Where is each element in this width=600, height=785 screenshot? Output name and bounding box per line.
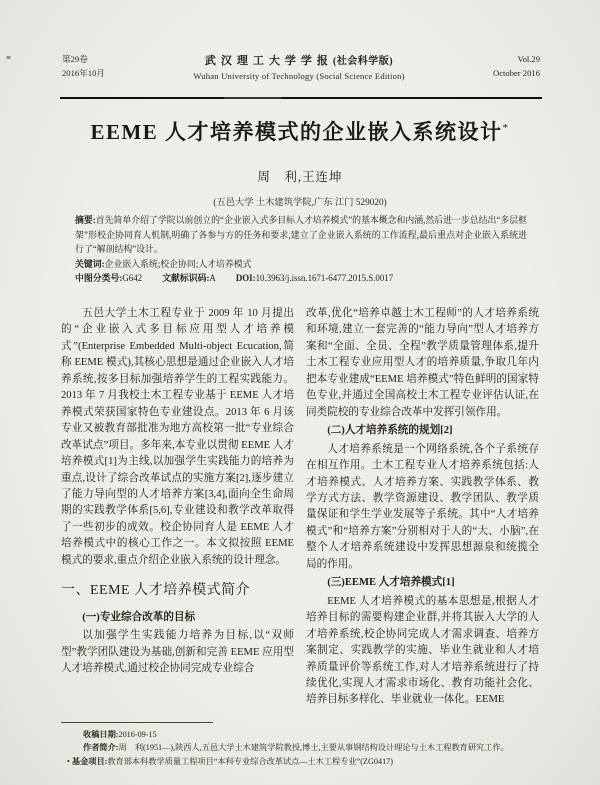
journal-title-cn-main: 武汉理工大学学报 xyxy=(204,55,333,67)
section-1-heading: 一、EEME 人才培养模式简介 xyxy=(61,583,251,599)
system-planning-paragraph: 人才培养系统是一个网络系统,各个子系统存在相互作用。土木工程专业人才培养系统包括:人才培养模式、人才培养方案、实践教学体系、教学方式方法、教学资源建设、教学团队、教学质量保证和学生学业发展等子系统。其中“人才培养模式”和“培养方案”分别相对于人的“大、小脑”,在整个人才培养系统建设中发挥思想源泉和统揽全局的作用。 xyxy=(306,443,539,570)
abstract-text: 首先简单介绍了学院以前创立的“企业嵌入式多目标人才培养模式”的基本概念和内涵,然后进一步总结出“多层框架”形校企协同育人机制,明确了各参与方的任务和要求,建立了企业嵌入系统的工作流程,最后重点对企业嵌入系统进行了“解剖结构”设计。 xyxy=(75,215,527,255)
header-rule xyxy=(60,97,542,99)
journal-title-en: Wuhan University of Technology (Social Science Edition) xyxy=(193,71,405,81)
doc-code-pair xyxy=(162,273,226,283)
abstract-paragraph xyxy=(75,213,527,257)
doc-code-label: 文献标识码: xyxy=(162,273,210,284)
header-date-cn: 2016年10月 xyxy=(62,68,105,78)
fund-text: 教育部本科教学质量工程项目“本科专业综合改革试点—土木工程专业”(ZG0417) xyxy=(107,756,393,766)
subsection-1-heading: (一)专业综合改革的目标 xyxy=(82,611,196,623)
bio-text: 周 利(1951—),陕西人,五邑大学土木建筑学院教授,博士,主要从事钢结构设计理论与土木工程教育研究工作。 xyxy=(118,743,509,753)
header-volume-en: Vol.29 xyxy=(517,54,540,64)
abstract-block xyxy=(75,213,527,286)
fund-bullet: • xyxy=(67,756,70,766)
header-date-en: October 2016 xyxy=(492,68,540,78)
title-note-mark: * xyxy=(502,122,510,134)
header-volume-cn: 第29卷 xyxy=(62,54,88,64)
header-center xyxy=(105,52,493,81)
article-title xyxy=(40,116,560,146)
doi-pair xyxy=(236,273,403,283)
bio-label: 作者简介: xyxy=(83,743,119,753)
doc-code-value: A xyxy=(209,273,216,284)
keywords-line xyxy=(75,257,527,272)
scan-smudge xyxy=(6,56,11,59)
right-column xyxy=(306,306,539,720)
received-value: 2016-09-15 xyxy=(118,730,157,739)
received-label: 收稿日期: xyxy=(83,730,119,739)
header-right xyxy=(493,52,540,80)
fund-label: 基金项目: xyxy=(71,756,108,766)
article-title-text: EEME 人才培养模式的企业嵌入系统设计 xyxy=(90,120,503,144)
authors: 周 利,王连坤 xyxy=(257,170,343,184)
keywords-label: 关键词: xyxy=(75,258,105,269)
journal-title-cn-edition: (社会科学版) xyxy=(332,56,394,67)
classification-line xyxy=(75,271,527,286)
journal-header xyxy=(62,52,540,81)
objective-paragraph-continued: 改革,优化“培养卓越土木工程师”的人才培养系统和环境,建立一套完善的“能力导向”型人才培养方案和“全面、全员、全程”教学质量管理体系,提升土木工程专业应用型人才的培养质量,争取几年内把本专业建成“EEME 培养模式”特色鲜明的国家特色专业,并通过全国高校土木工程专业评估认证,在同类院校的专业综合改革中发挥引领作用。 xyxy=(306,308,539,418)
abstract-label: 摘要: xyxy=(75,215,96,225)
received-date-line xyxy=(61,728,548,741)
affiliation: (五邑大学 土木建筑学院,广东 江门 529020) xyxy=(213,198,387,208)
subsection-3-heading: (三)EEME 人才培养模式[1] xyxy=(327,577,455,589)
clc-value: G642 xyxy=(122,273,143,284)
fund-project-line xyxy=(61,755,548,768)
intro-paragraph: 五邑大学土木工程专业于 2009 年 10 月提出的“企业嵌入式多目标应用型人才培养模式”(Enterprise Embedded Multi-object Ecucation,简称 EEME 模式),其核心思想是通过企业嵌入人才培养系统,按多目标加强培养学生的工程实践能力。2013 年 7 月我校土木工程专业基于 EEME 人才培养模式荣获国家特色专业建设点。2013 年 6 月该专业又被教育部批准为地方高校第一批“专业综合改革试点”项目。多年来,本专业以贯彻 EEME 人才培养模式[1]为主线,以加强学生实践能力的培养为重点,设计了综合改革试点的实施方案[2],逐步建立了能力导向型的人才培养方案[3,4],面向全生命周期的实践教学体系[5,6],专业建设和教学改革取得了一些初步的成效。校企协同育人是 EEME 人才培养模式中的核心工作之一。本文拟按照 EEME 模式的要求,重点介绍企业嵌入系统的设计理念。 xyxy=(61,308,294,566)
keywords-text: 企业嵌入系统;校企协同;人才培养模式 xyxy=(104,258,252,269)
journal-title-cn xyxy=(105,52,493,68)
clc-label: 中图分类号: xyxy=(75,273,123,284)
subsection-2-heading: (二)人才培养系统的规划[2] xyxy=(327,425,453,437)
doi-value: 10.3963/j.issn.1671-6477.2015.S.0017 xyxy=(255,273,394,284)
left-column xyxy=(61,306,294,720)
header-left xyxy=(62,52,105,80)
body-columns xyxy=(61,306,539,720)
objective-paragraph: 以加强学生实践能力培养为目标,以“双师型”教学团队建设为基础,创新和完善 EEME 应用型人才培养模式,通过校企协同完成专业综合 xyxy=(61,630,294,675)
author-bio-line xyxy=(61,741,548,754)
footnote-separator xyxy=(61,722,213,723)
clc-pair xyxy=(75,273,152,283)
eeme-model-paragraph: EEME 人才培养模式的基本思想是,根据人才培养目标的需要构建企业群,并将其嵌入大学的人才培养系统,校企协同完成人才需求调查、培养方案制定、实践教学的实施、毕业生就业和人才培养质量评价等系统工作,对人才培养系统进行了持续优化,实现人才需求市场化、教育功能社会化、培养目标多样化、毕业就业一体化。EEME xyxy=(306,595,539,706)
doi-label: DOI: xyxy=(235,273,256,284)
footnote-block xyxy=(61,722,548,768)
